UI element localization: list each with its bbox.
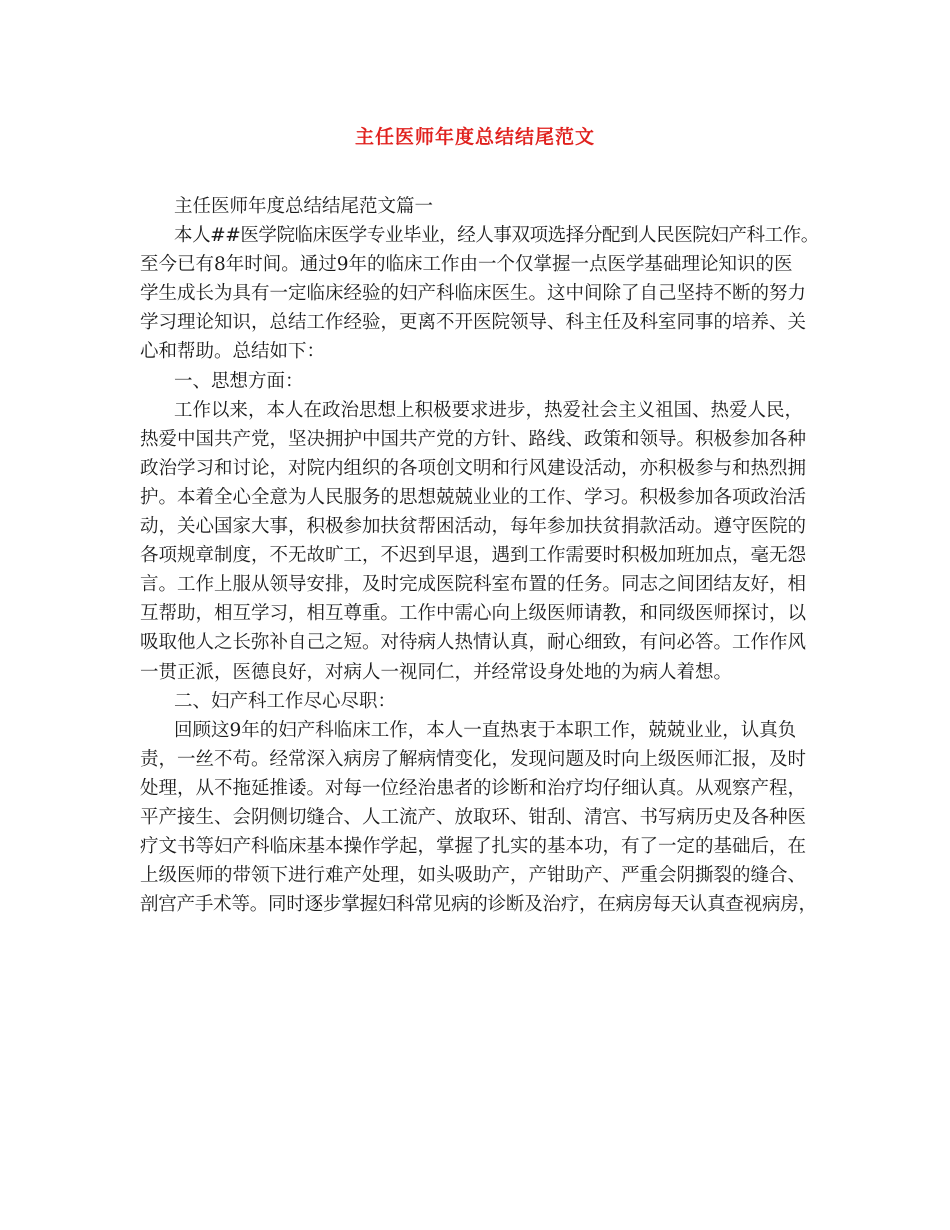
- text-line: 一贯正派，医德良好，对病人一视同仁，并经常设身处地的为病人着想。: [140, 661, 733, 683]
- text-line: 政治学习和讨论，对院内组织的各项创文明和行风建设活动，亦积极参与和热烈拥: [140, 457, 807, 479]
- text-line: 各项规章制度，不无故旷工，不迟到早退，遇到工作需要时积极加班加点，毫无怨: [140, 545, 807, 567]
- text-line: 平产接生、会阴侧切缝合、人工流产、放取环、钳刮、清宫、书写病历史及各种医: [140, 806, 807, 828]
- text-line: 学生成长为具有一定临床经验的妇产科临床医生。这中间除了自己坚持不断的努力: [140, 283, 807, 305]
- text-line: 上级医师的带领下进行难产处理，如头吸助产，产钳助产、严重会阴撕裂的缝合、: [140, 865, 807, 887]
- text-line: 言。工作上服从领导安排，及时完成医院科室布置的任务。同志之间团结友好，相: [140, 574, 807, 596]
- text-line: 学习理论知识，总结工作经验，更离不开医院领导、科主任及科室同事的培养、关: [140, 312, 807, 334]
- text-line: 处理，从不拖延推诿。对每一位经治患者的诊断和治疗均仔细认真。从观察产程，: [140, 777, 807, 799]
- text-line: 疗文书等妇产科临床基本操作学起，掌握了扎实的基本功，有了一定的基础后，在: [140, 836, 807, 858]
- text-line: 互帮助，相互学习，相互尊重。工作中需心向上级医师请教，和同级医师探讨，以: [140, 603, 807, 625]
- text-line: 主任医师年度总结结尾范文篇一: [174, 196, 434, 217]
- text-line: 一、思想方面：: [174, 370, 304, 392]
- text-line: 心和帮助。总结如下：: [140, 341, 326, 363]
- text-line: 至今已有8年时间。通过9年的临床工作由一个仅掌握一点医学基础理论知识的医: [140, 254, 793, 276]
- text-line: 护。本着全心全意为人民服务的思想兢兢业业的工作、学习。积极参加各项政治活: [140, 486, 807, 508]
- text-line: 回顾这9年的妇产科临床工作，本人一直热衷于本职工作，兢兢业业，认真负: [174, 719, 797, 741]
- text-line: 热爱中国共产党，坚决拥护中国共产党的方针、路线、政策和领导。积极参加各种: [140, 428, 807, 450]
- text-line: 本人##医学院临床医学专业毕业，经人事双项选择分配到人民医院妇产科工作。: [174, 225, 819, 247]
- text-line: 责，一丝不苟。经常深入病房了解病情变化，发现问题及时向上级医师汇报，及时: [140, 748, 807, 770]
- document-title: 主任医师年度总结结尾范文: [354, 126, 595, 148]
- text-line: 吸取他人之长弥补自己之短。对待病人热情认真，耐心细致，有问必答。工作作风: [140, 632, 807, 654]
- text-line: 剖宫产手术等。同时逐步掌握妇科常见病的诊断及治疗，在病房每天认真查视病房，: [140, 894, 817, 916]
- text-line: 工作以来，本人在政治思想上积极要求进步，热爱社会主义祖国、热爱人民，: [174, 399, 804, 421]
- text-line: 二、妇产科工作尽心尽职：: [174, 690, 397, 712]
- text-line: 动，关心国家大事，积极参加扶贫帮困活动，每年参加扶贫捐款活动。遵守医院的: [140, 516, 807, 538]
- document-body: [140, 192, 820, 919]
